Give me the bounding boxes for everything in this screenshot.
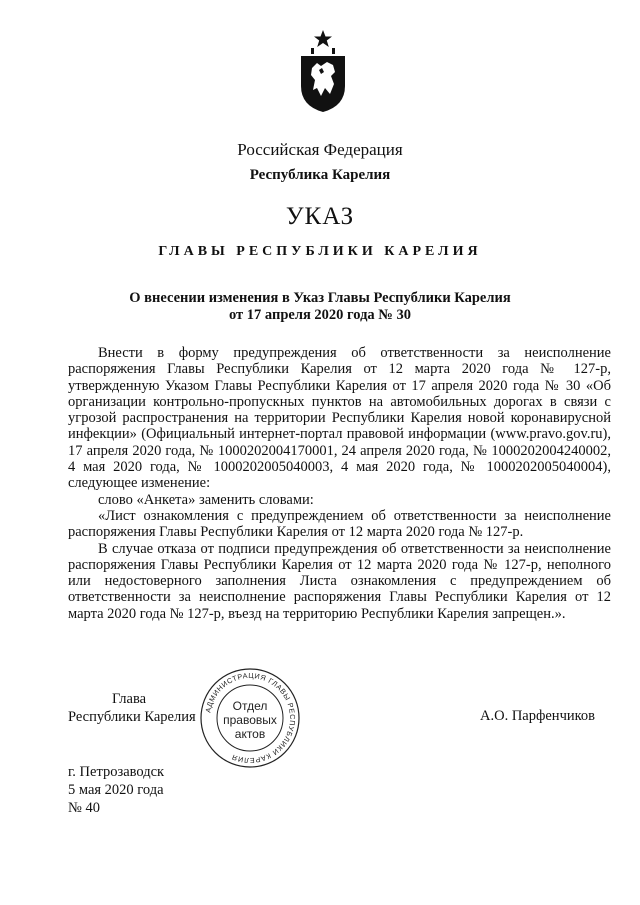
coat-of-arms-icon [297,28,349,114]
country-name: Российская Федерация [237,140,403,159]
footer-number: № 40 [68,800,100,816]
paragraph-1: Внести в форму предупреждения об ответственности за неисполнение распоряжения Главы Республики Карелия от 12 марта 2020 года № 127-р, утвержденную Указом Главы Республики Карелия от 17 апреля 2020 года № 30 «Об организации контрольно-пропускных пунктов на автомобильных дорогах в связи с угрозой распространения на территории Республики Карелия новой коронавирусной инфекции» (Официальный интернет-портал правовой информации (www.pravo.gov.ru), 17 апреля 2020 года, № 1000202004170001, 24 апреля 2020 года, № 1000202004240002, 4 мая 2020 года, № 1000202005040003, 4 мая 2020 года, № 1000202005040004), следующее изменение: [68,345,611,492]
footer-city: г. Петрозаводск [68,764,165,780]
issuer-heading: ГЛАВЫ РЕСПУБЛИКИ КАРЕЛИЯ [158,244,482,259]
document-type: УКАЗ [285,203,355,230]
title-line-2: от 17 апреля 2020 года № 30 [228,307,412,323]
document-body [68,345,611,622]
document-title [0,290,640,324]
paragraph-2: слово «Анкета» заменить словами: [98,491,314,508]
title-line-1: О внесении изменения в Указ Главы Республики Карелия [129,290,511,306]
signatory-name: А.О. Парфенчиков [480,708,596,724]
position-line-1: Глава [112,691,147,707]
paragraph-4: В случае отказа от подписи предупреждения об ответственности за неисполнение распоряжения Главы Республики Карелия от 12 марта 2020 года № 127-р, неполного или недостоверного заполнения Листа ознакомления с предупреждением об ответственности за неисполнение распоряжения Главы Республики Карелия от 12 марта 2020 года № 127-р, въезд на территорию Республики Карелия запрещен.». [68,540,611,622]
stamp-ring-text: АДМИНИСТРАЦИЯ ГЛАВЫ РЕСПУБЛИКИ КАРЕЛИЯ [203,670,298,766]
official-stamp [199,667,301,769]
footer-date: 5 мая 2020 года [68,782,164,798]
paragraph-3: «Лист ознакомления с предупреждением об ответственности за неисполнение распоряжения Главы Республики Карелия от 12 марта 2020 года № 127-р. [68,507,611,541]
stamp-line-3: актов [234,727,266,741]
stamp-line-2: правовых [223,713,277,727]
position-line-2: Республики Карелия [68,709,196,725]
document-footer [68,763,164,817]
republic-name: Республика Карелия [249,167,391,183]
signatory-position [68,690,196,726]
stamp-line-1: Отдел [232,699,268,713]
